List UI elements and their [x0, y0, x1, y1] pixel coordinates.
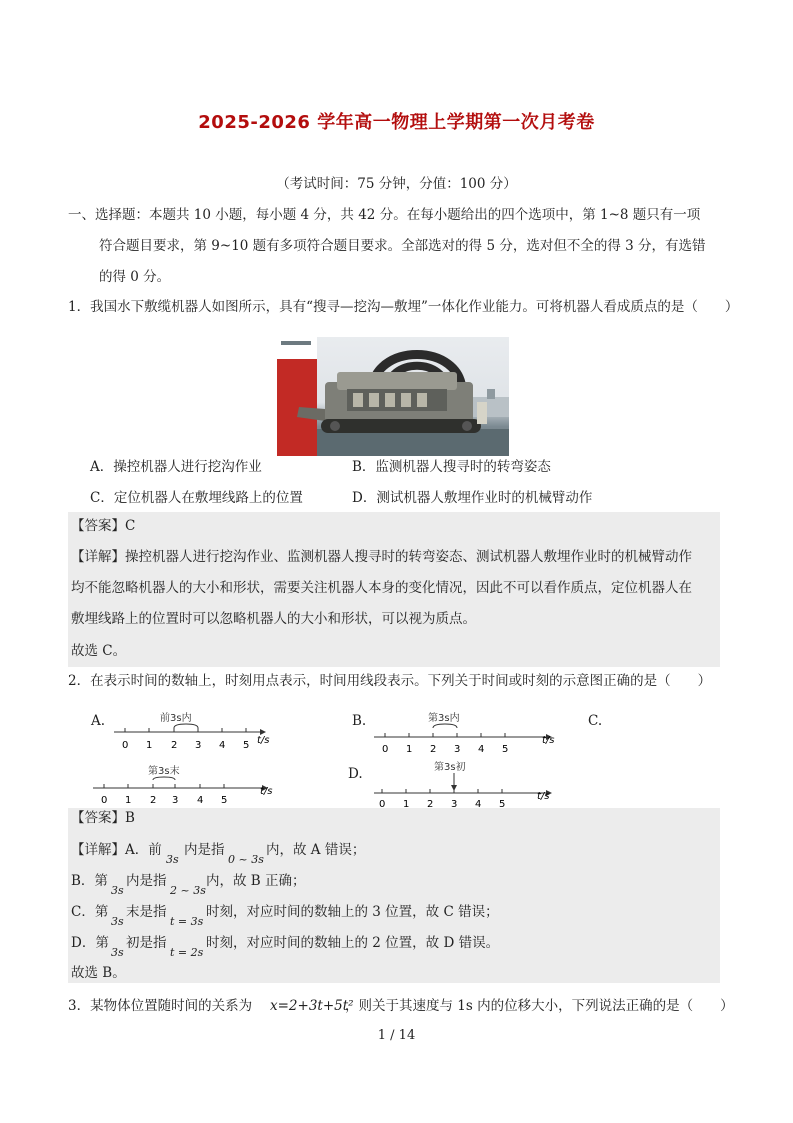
q2-answer: 【答案】B: [71, 810, 135, 826]
section-line-2: 符合题目要求，第 9~10 题有多项符合题目要求。全部选对的得 5 分，选对但不全的得 3 分，有选错: [99, 238, 706, 254]
q3-stem-pre: 3．某物体位置随时间的关系为: [68, 998, 253, 1014]
q1-option-c: C．定位机器人在敷埋线路上的位置: [90, 490, 303, 506]
q3-formula: x=2+3t+5t²: [270, 998, 354, 1014]
q2-exp-b-sym1: 3s: [111, 884, 124, 897]
q2-exp-d-mid: 初是指: [126, 935, 167, 951]
diagram-c-tick-2: 2: [150, 795, 157, 806]
q2-exp-a-sym1: 3s: [166, 853, 179, 866]
diagram-a-tick-2: 2: [171, 740, 178, 751]
diagram-a-tick-3: 3: [195, 740, 202, 751]
diagram-d-tick-5: 5: [499, 799, 506, 808]
q2-exp-c-sym1: 3s: [111, 915, 124, 928]
diagram-d-unit: t/s: [537, 791, 550, 802]
diagram-b-tick-1: 1: [406, 744, 413, 754]
diagram-c-tick-5: 5: [221, 795, 228, 806]
q2-exp-a-sym2: 0 ~ 3s: [228, 853, 264, 866]
section-line-3: 的得 0 分。: [99, 269, 171, 285]
diagram-c-note: 第3s末: [148, 766, 180, 777]
q2-exp-b-post: 内，故 B 正确；: [206, 873, 306, 889]
q1-explain-3: 敷埋线路上的位置时可以忽略机器人的大小和形状，可以视为质点。: [71, 611, 476, 627]
diagram-d-tick-3: 3: [451, 799, 458, 808]
q2-exp-d-sym2: t = 2s: [170, 946, 204, 959]
q1-conclusion: 故选 C。: [71, 643, 127, 659]
q2-label-c: C.: [588, 713, 603, 729]
diagram-a-ticks: [125, 728, 246, 732]
diagram-b-tick-2: 2: [430, 744, 437, 754]
q2-conclusion: 故选 B。: [71, 965, 126, 981]
q2-exp-b-mid: 内是指: [126, 873, 167, 889]
q2-answer-block: [68, 808, 720, 983]
q2-exp-c-post: 时刻，对应时间的数轴上的 3 位置，故 C 错误；: [206, 904, 499, 920]
q2-exp-c-mid: 末是指: [126, 904, 167, 920]
q3-stem-post: ，则关于其速度与 1s 内的位移大小，下列说法正确的是（ ）: [345, 998, 734, 1014]
q1-option-a: A．操控机器人进行挖沟作业: [90, 459, 262, 475]
q2-diagram-c: [90, 760, 280, 806]
q1-explain-2: 均不能忽略机器人的大小和形状，需要关注机器人本身的变化情况，因此不可以看作质点，定位机器人在: [71, 580, 692, 596]
q1-option-b: B．监测机器人搜寻时的转弯姿态: [352, 459, 551, 475]
q2-label-b: B.: [352, 713, 367, 729]
diagram-c-tick-4: 4: [197, 795, 204, 806]
q2-diagram-d: [370, 758, 560, 808]
diagram-c-tick-3: 3: [172, 795, 179, 806]
q2-label-d: D.: [348, 766, 363, 782]
q2-exp-d-sym1: 3s: [111, 946, 124, 959]
diagram-b-tick-5: 5: [502, 744, 509, 754]
q2-exp-a-mid: 内是指: [184, 842, 225, 858]
q2-diagram-a: [112, 706, 272, 754]
diagram-d-tick-2: 2: [427, 799, 434, 808]
diagram-c-unit: t/s: [260, 786, 273, 797]
exam-info: （考试时间：75 分钟，分值：100 分）: [276, 176, 517, 192]
q2-exp-d-pre: D．第: [71, 935, 109, 951]
diagram-c-tick-0: 0: [101, 795, 108, 806]
diagram-a-tick-4: 4: [219, 740, 226, 751]
diagram-d-tick-0: 0: [379, 799, 386, 808]
q2-exp-c-pre: C．第: [71, 904, 109, 920]
diagram-b-tick-0: 0: [382, 744, 389, 754]
diagram-b-unit: t/s: [542, 735, 555, 746]
diagram-a-tick-0: 0: [122, 740, 129, 751]
diagram-b-tick-3: 3: [454, 744, 461, 754]
diagram-b-tick-4: 4: [478, 744, 485, 754]
diagram-d-note: 第3s初: [434, 762, 466, 773]
q2-exp-a-post: 内，故 A 错误；: [266, 842, 366, 858]
page-number: 1 / 14: [377, 1028, 416, 1043]
underwater-robot-photo: [277, 337, 509, 456]
q2-stem: 2．在表示时间的数轴上，时刻用点表示，时间用线段表示。下列关于时间或时刻的示意图正确的是（ ）: [68, 673, 712, 689]
q2-exp-a-pre: 【详解】A．前: [71, 842, 162, 858]
page-title: 2025-2026 学年高一物理上学期第一次月考卷: [198, 112, 595, 133]
q2-diagram-b: [370, 706, 560, 754]
diagram-a-tick-1: 1: [146, 740, 153, 751]
q1-explain-1: 【详解】操控机器人进行挖沟作业、监测机器人搜寻时的转弯姿态、测试机器人敷埋作业时的机械臂动作: [71, 549, 692, 565]
diagram-c-tick-1: 1: [125, 795, 132, 806]
diagram-a-note: 前3s内: [160, 713, 192, 724]
diagram-a-unit: t/s: [257, 735, 270, 746]
section-line-1: 一、选择题：本题共 10 小题，每小题 4 分，共 42 分。在每小题给出的四个选项中，第 1~8 题只有一项: [68, 207, 701, 223]
q1-stem: 1．我国水下敷缆机器人如图所示，具有“搜寻—挖沟—敷埋”一体化作业能力。可将机器人看成质点的是（ ）: [68, 299, 739, 315]
diagram-a-tick-5: 5: [243, 740, 250, 751]
q2-exp-d-post: 时刻，对应时间的数轴上的 2 位置，故 D 错误。: [206, 935, 500, 951]
q1-option-d: D．测试机器人敷埋作业时的机械臂动作: [352, 490, 593, 506]
diagram-d-tick-1: 1: [403, 799, 410, 808]
q1-answer: 【答案】C: [71, 518, 136, 534]
q2-label-a: A.: [91, 713, 106, 729]
diagram-d-tick-4: 4: [475, 799, 482, 808]
diagram-b-note: 第3s内: [428, 713, 460, 724]
q2-exp-c-sym2: t = 3s: [170, 915, 204, 928]
q2-exp-b-sym2: 2 ~ 3s: [170, 884, 206, 897]
q2-exp-b-pre: B．第: [71, 873, 108, 889]
